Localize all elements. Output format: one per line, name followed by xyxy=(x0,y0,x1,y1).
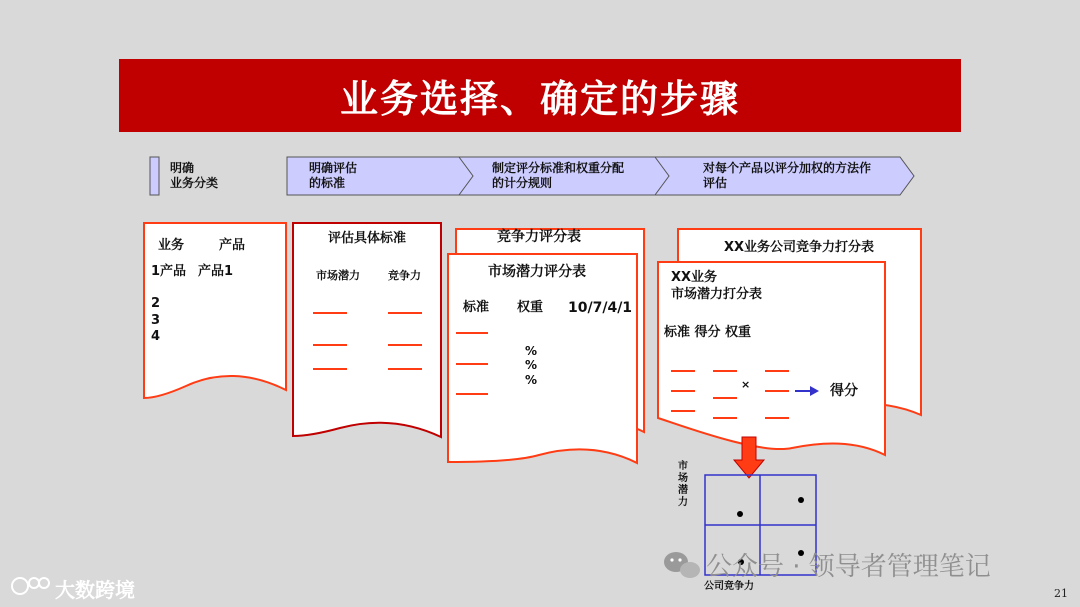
doc2-blank-line xyxy=(388,368,422,370)
doc4-front-title-2: 市场潜力打分表 xyxy=(671,287,763,302)
doc3-col-standard: 标准 xyxy=(463,300,490,315)
doc2-col-compete: 竞争力 xyxy=(388,269,421,282)
doc2-shape xyxy=(293,223,441,437)
doc3-front-title: 市场潜力评分表 xyxy=(488,264,586,280)
doc4-blank-line xyxy=(713,397,737,399)
doc4-blank-line xyxy=(713,417,737,419)
doc3-blank-line xyxy=(456,332,488,334)
process-step4-label: 对每个产品以评分加权的方法作 评估 xyxy=(703,161,872,190)
doc3-percent: % xyxy=(525,373,538,387)
page-number: 21 xyxy=(1054,587,1068,600)
doc3-col-weight: 权重 xyxy=(517,300,544,315)
doc1-row-4: 4 xyxy=(151,329,161,344)
doc3-back-title: 竞争力评分表 xyxy=(497,229,581,245)
matrix-y-label: 市场潜力 xyxy=(678,461,688,508)
doc4-back-title: XX业务公司竞争力打分表 xyxy=(724,240,875,255)
doc2-blank-line xyxy=(313,344,347,346)
page-title: 业务选择、确定的步骤 xyxy=(339,77,740,121)
doc1-col-business: 业务 xyxy=(158,238,185,253)
doc1-row1-business: 1产品 xyxy=(151,264,187,279)
process-step3-label: 制定评分标准和权重分配 的计分规则 xyxy=(492,161,625,190)
matrix-dot xyxy=(798,497,804,503)
doc2-title: 评估具体标准 xyxy=(328,231,407,246)
matrix-x-label: 公司竞争力 xyxy=(704,581,754,592)
doc3-col-scores: 10/7/4/1 xyxy=(568,300,633,316)
matrix-dot xyxy=(737,511,743,517)
doc2-col-market: 市场潜力 xyxy=(316,269,360,282)
watermark-text: 公众号 · 领导者管理笔记 xyxy=(706,552,991,582)
doc3-percent: % xyxy=(525,358,538,372)
doc4-columns: 标准 得分 权重 xyxy=(664,325,752,340)
doc1-row-2: 2 xyxy=(151,296,161,311)
doc3-front-shape xyxy=(448,254,637,463)
doc4-blank-line xyxy=(765,417,789,419)
doc4-blank-line xyxy=(765,390,789,392)
doc4-blank-line xyxy=(713,370,737,372)
doc3-blank-line xyxy=(456,393,488,395)
doc1-row1-product: 产品1 xyxy=(198,264,234,279)
doc2-blank-line xyxy=(313,368,347,370)
process-step2-label: 明确评估 的标准 xyxy=(309,161,358,190)
doc1-col-product: 产品 xyxy=(219,238,246,253)
doc4-blank-line xyxy=(671,370,695,372)
brand-logo-icon xyxy=(12,578,49,594)
process-step1-label: 明确 业务分类 xyxy=(170,161,219,190)
wechat-icon xyxy=(664,552,700,578)
doc2-blank-line xyxy=(388,344,422,346)
doc2-blank-line xyxy=(313,312,347,314)
doc4-blank-line xyxy=(765,370,789,372)
doc3-percent: % xyxy=(525,344,538,358)
doc4-front-title-1: XX业务 xyxy=(671,270,718,285)
doc4-score-label: 得分 xyxy=(830,383,858,399)
brand-name: 大数跨境 xyxy=(55,578,135,602)
doc3-blank-line xyxy=(456,363,488,365)
doc4-times-sign: × xyxy=(741,378,751,391)
doc1-row-3: 3 xyxy=(151,313,161,328)
doc2-blank-line xyxy=(388,312,422,314)
doc4-blank-line xyxy=(671,410,695,412)
doc4-blank-line xyxy=(671,390,695,392)
